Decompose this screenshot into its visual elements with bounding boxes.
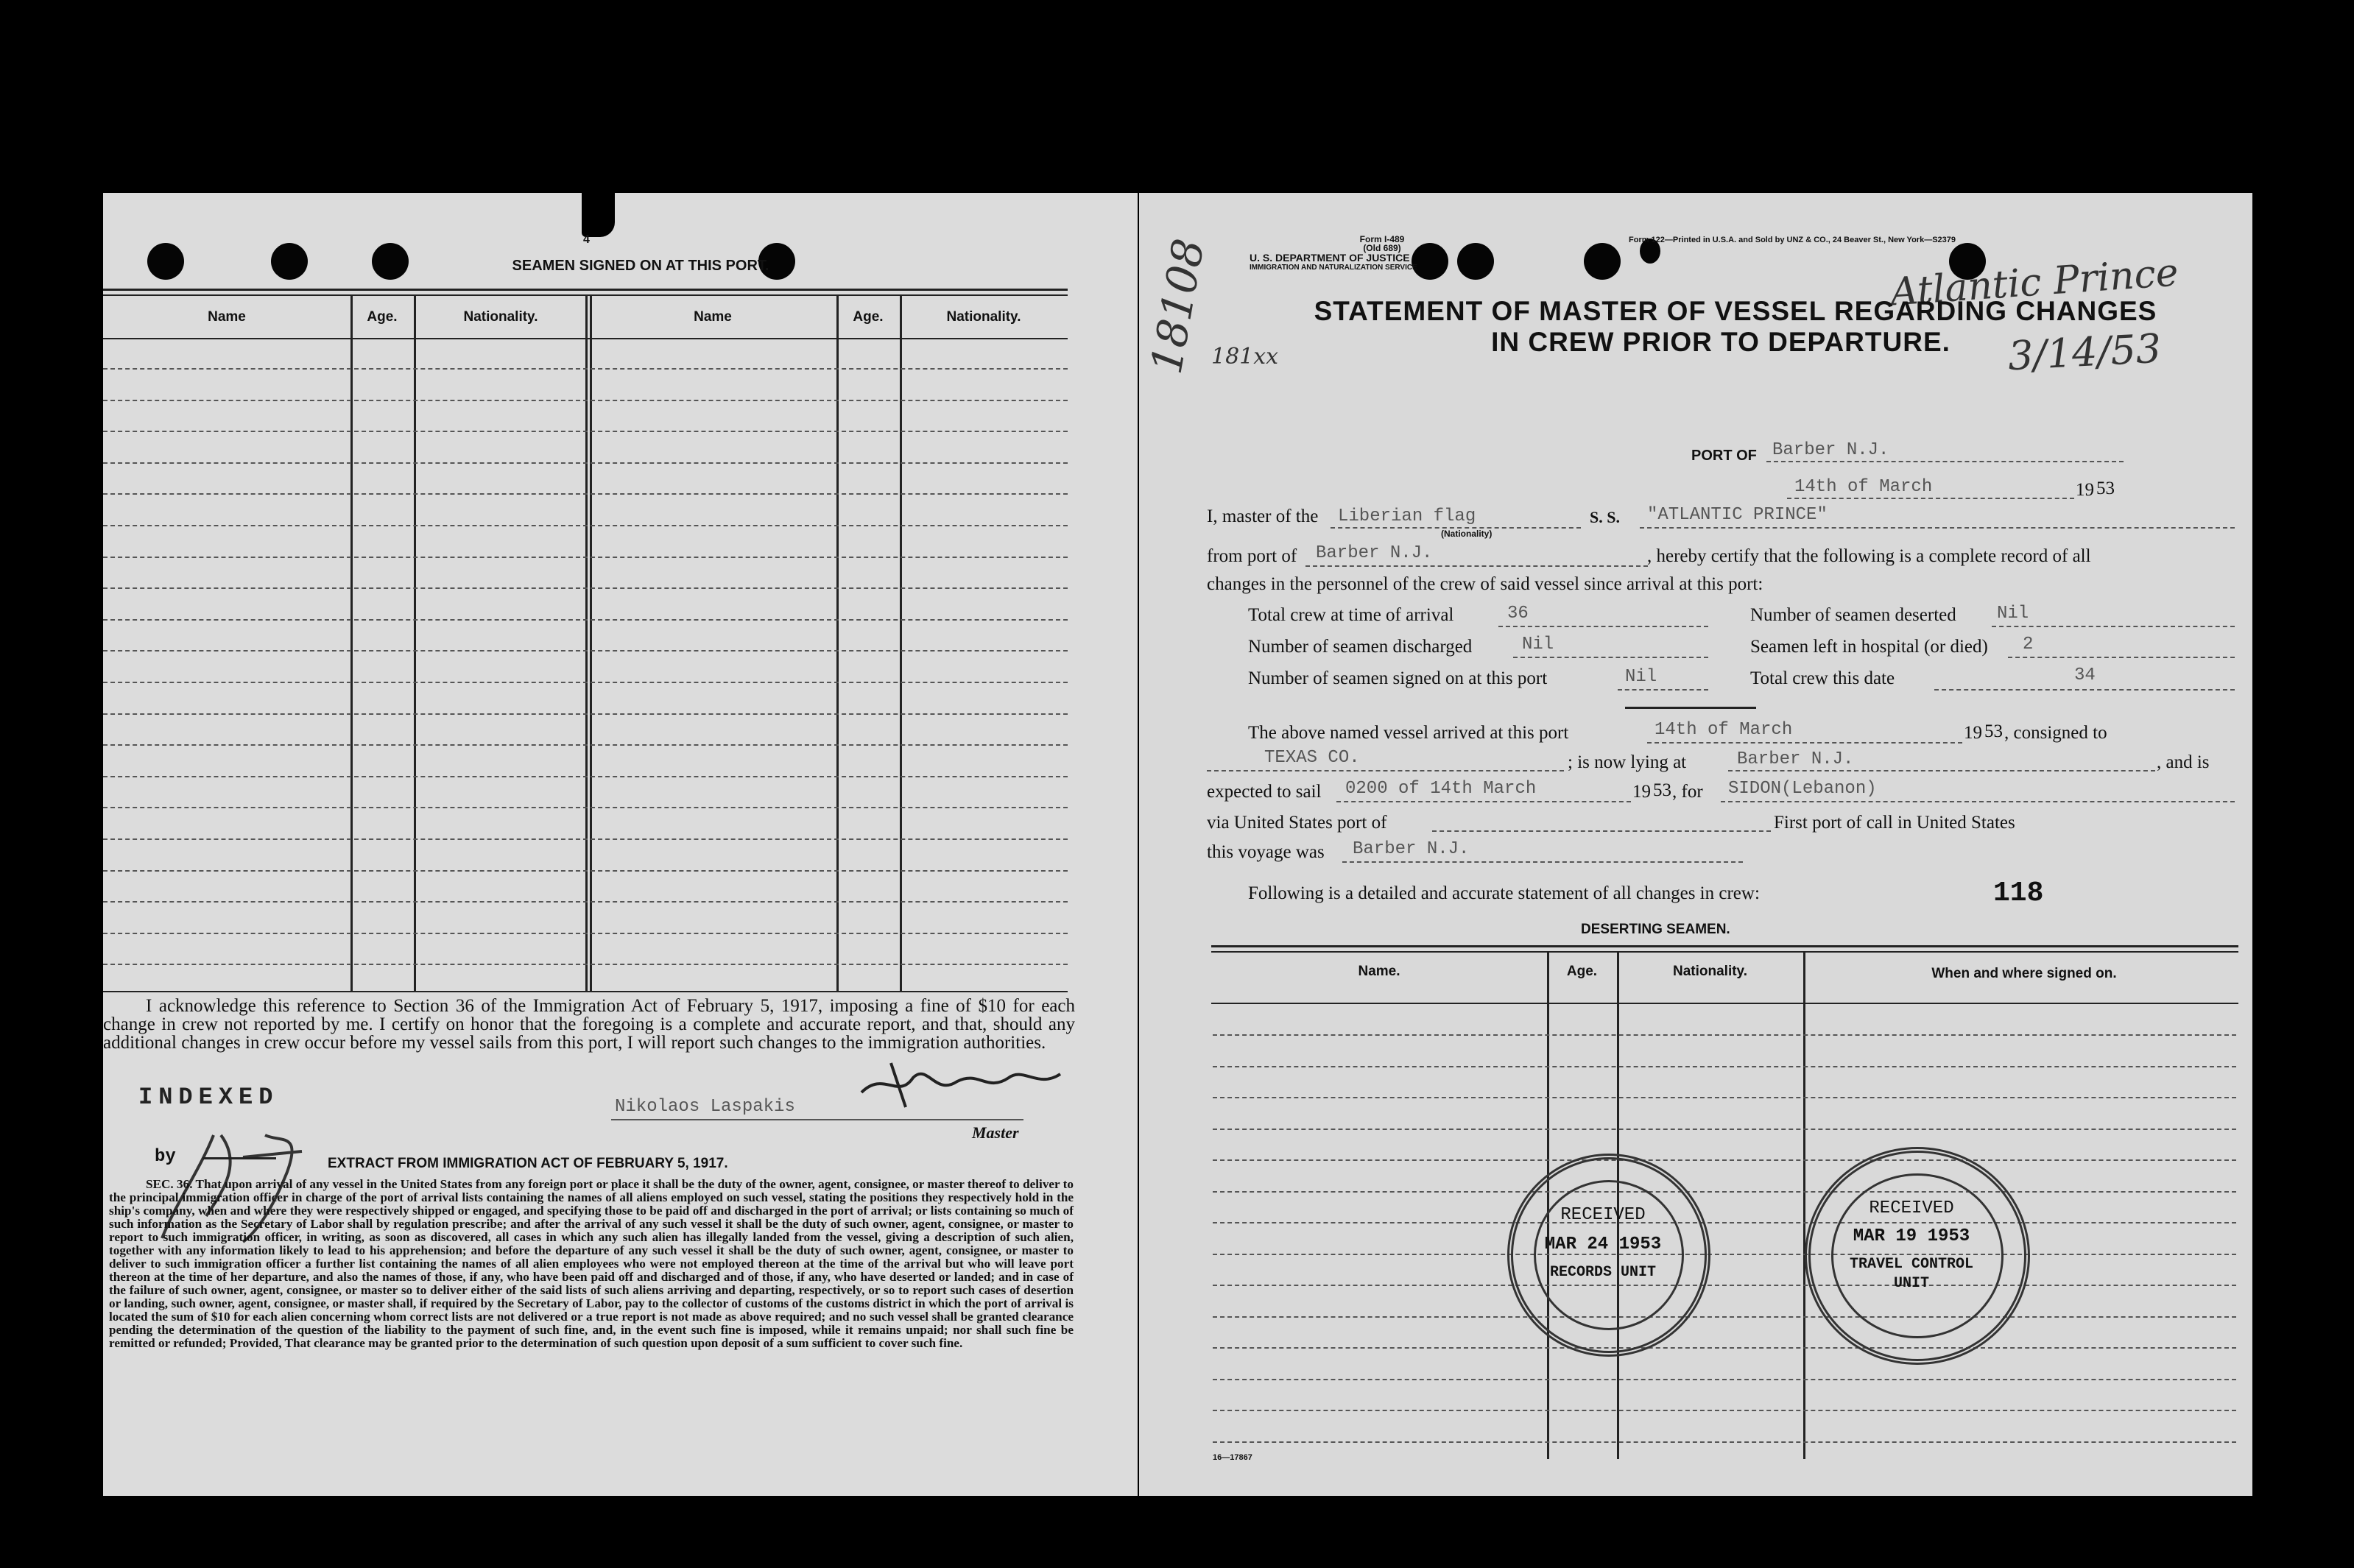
voyage-label: this voyage was [1207, 842, 1325, 862]
form-number: Form I-489 [1359, 234, 1405, 244]
extract-text: SEC. 36. That upon arrival of any vessel in the United States from any foreign port or place it shall be the duty of the owner, agent, consignee, or master thereof to deliver to the principal immigration officer in charge of the port of arrival lists containing the names of all aliens employed on such vessel, stating the positions they respectively hold in the ship's company, when and where they were respectively shipped or engaged, and specifying those to be paid off and discharged in the port of arrival; or lists containing so much of such information as the Secretary of Labor shall by regulation prescribe; and after the arrival of any such vessel it shall be the duty of such owner, agent, consignee, or master to report to such immigration officer, in writing, as soon as discovered, all cases in which any such alien has illegally landed from the vessel, giving a description of such alien, together with any information likely to lead to his apprehension; and before the departure of any such vessel it shall be the duty of such owner, agent, consignee, or master to deliver to such immigration officer a further list containing the names of all alien employees who were not employed thereon at the time of the arrival but who will leave port thereon at the time of her departure, and also the names of those, if any, who have been paid off and discharged and of those, if any, who have deserted or landed; and in case of the failure of such owner, agent, consignee, or master so to deliver either of the said lists of such aliens arriving and departing, respectively, or so to report such cases of desertion or landing, such owner, agent, consignee, or master shall, if required by the Secretary of Labor, pay to the collector of customs of the customs district in which the port of arrival is located the sum of $10 for each alien concerning whom correct lists are not delivered or a true report is not made as above required; and no such vessel shall be granted clearance pending the determination of the question of the liability to the payment of such fine, and, in the event such fine is imposed, while it remains unpaid; nor shall such fine be remitted or refunded; Provided, That clearance may be granted prior to the determination of such question upon deposit of a sum sufficient to cover such fine. [109, 1177, 1074, 1350]
table-row-line [1213, 1191, 2236, 1193]
punch-hole [1457, 243, 1494, 280]
table-row-line [103, 838, 1068, 840]
indexed-by-line [202, 1157, 276, 1159]
table-row-line [103, 525, 1068, 526]
table-row-line [1213, 1254, 2236, 1255]
table-header-rule [1211, 1003, 2238, 1004]
total-crew-arrival-line [1498, 626, 1708, 627]
table-row-line [1213, 1410, 2236, 1411]
consignee-line [1207, 770, 1564, 771]
table-row-line [1213, 1159, 2236, 1161]
table-row-line [103, 807, 1068, 808]
received-stamp-travel-control [1805, 1147, 2030, 1365]
col-header-age: Age. [1566, 964, 1598, 979]
table-row-line [1213, 1097, 2236, 1098]
total-crew-arrival-label: Total crew at time of arrival [1248, 605, 1454, 625]
lying-at-line [1728, 770, 2155, 771]
table-row-line [103, 870, 1068, 872]
and-is-label: , and is [2157, 752, 2210, 772]
table-row-line [103, 964, 1068, 965]
punch-hole [1584, 243, 1621, 280]
col-header-name: Name. [1358, 964, 1400, 979]
table-row-line [103, 557, 1068, 558]
form-title-line-2: IN CREW PRIOR TO DEPARTURE. [1491, 327, 1950, 357]
first-port-label: First port of call in United States [1774, 813, 2015, 833]
arrived-date-value: 14th of March [1655, 720, 1793, 740]
table-row-line [1213, 1034, 2236, 1036]
form-old-number: (Old 689) [1363, 243, 1401, 253]
extract-title: EXTRACT FROM IMMIGRATION ACT OF FEBRUARY 5, 1917. [328, 1156, 728, 1171]
indexed-stamp: INDEXED [138, 1084, 279, 1111]
form-title-line-1: STATEMENT OF MASTER OF VESSEL REGARDING CHANGES [1314, 296, 2157, 326]
stamp-unit: RECORDS UNIT [1549, 1264, 1657, 1281]
received-stamp-records [1507, 1154, 1710, 1357]
stamp-date: MAR 19 1953 [1853, 1226, 1970, 1246]
deserted-value: Nil [1997, 604, 2029, 624]
handwritten-vessel-name: Atlantic Prince [1889, 250, 2180, 315]
stamp-unit: TRAVEL CONTROL [1849, 1256, 1974, 1273]
port-of-label: PORT OF [1691, 448, 1757, 464]
signed-on-value: Nil [1625, 667, 1657, 687]
left-page [103, 193, 1138, 1496]
voyage-line [1342, 861, 1743, 863]
via-line [1432, 830, 1771, 832]
deserted-line [1992, 626, 2235, 627]
consignee-value: TEXAS CO. [1264, 748, 1360, 768]
table-row-line [1213, 1066, 2236, 1067]
col-header-age: Age. [367, 309, 398, 325]
year-prefix: 19 [2076, 480, 2094, 500]
col-header-when-where: When and where signed on. [1931, 966, 2117, 981]
expected-year: 53 [1653, 780, 1671, 800]
discharged-value: Nil [1522, 635, 1554, 654]
hospital-label: Seamen left in hospital (or died) [1750, 637, 1988, 657]
stamp-received: RECEIVED [1560, 1205, 1646, 1225]
page-heading: SEAMEN SIGNED ON AT THIS PORT. [512, 258, 769, 274]
handwritten-small-note: 181xx [1211, 344, 1279, 370]
arrived-year: 53 [1984, 721, 2003, 741]
arrived-label: The above named vessel arrived at this port [1248, 723, 1569, 743]
for-label: , for [1672, 782, 1703, 802]
master-of-label: I, master of the [1207, 506, 1319, 526]
department-name: U. S. DEPARTMENT OF JUSTICE [1250, 252, 1410, 264]
right-page [1139, 193, 2252, 1496]
table-row-line [1213, 1129, 2236, 1130]
from-port-line [1305, 565, 1648, 567]
from-port-label: from port of [1207, 546, 1297, 566]
stamp-inner-ring [1534, 1180, 1684, 1330]
vessel-name: "ATLANTIC PRINCE" [1647, 505, 1828, 525]
nationality-value: Liberian flag [1338, 506, 1476, 526]
table-row-line [103, 431, 1068, 432]
date-line [1787, 498, 2074, 499]
service-name: IMMIGRATION AND NATURALIZATION SERVICE [1250, 264, 1417, 272]
table-row-line [103, 933, 1068, 934]
printer-note: Form 122—Printed in U.S.A. and Sold by UNZ & CO., 24 Beaver St., New York—S2379 [1629, 236, 1956, 244]
master-typed-name: Nikolaos Laspakis [615, 1097, 795, 1117]
handwritten-file-number: 18108 [1141, 235, 1214, 378]
lying-at-label: ; is now lying at [1568, 752, 1687, 772]
table-row-line [103, 462, 1068, 464]
col-header-name: Name [694, 309, 732, 325]
signed-on-line [1618, 689, 1708, 691]
table-top-rule [1211, 951, 2238, 953]
expected-value: 0200 of 14th March [1345, 779, 1537, 799]
from-port-value: Barber N.J. [1316, 543, 1433, 563]
table-top-rule [1211, 945, 2238, 947]
table-row-line [103, 587, 1068, 589]
page-number: 4 [583, 233, 590, 246]
hospital-line [2008, 657, 2235, 658]
table-row-line [103, 493, 1068, 495]
destination-line [1721, 801, 2235, 802]
footer-code: 16—17867 [1213, 1453, 1252, 1462]
certify-text: , hereby certify that the following is a complete record of all [1647, 546, 2091, 566]
deserted-label: Number of seamen deserted [1750, 605, 1956, 625]
table-row-line [103, 650, 1068, 651]
lying-at-value: Barber N.J. [1737, 749, 1854, 769]
column-divider [1803, 951, 1805, 1459]
stamp-date: MAR 24 1953 [1544, 1235, 1662, 1254]
table-row-line [1213, 1222, 2236, 1223]
port-of-value: Barber N.J. [1772, 440, 1889, 460]
nationality-caption: (Nationality) [1441, 529, 1493, 539]
total-crew-date-value: 34 [2074, 665, 2096, 685]
destination-value: SIDON(Lebanon) [1728, 779, 1877, 799]
stamp-received: RECEIVED [1869, 1198, 1954, 1218]
total-crew-date-line [1934, 689, 2235, 691]
acknowledgement-text: I acknowledge this reference to Section 36 of the Immigration Act of February 5, 1917, imposing a fine of $10 for each change in crew not reported by me. I certify on honor that the foregoing is a complete and accurate report, and that, should any additional changes in crew occur before my vessel sails from this port, I will report such changes to the immigration authorities. [103, 996, 1075, 1053]
table-row-line [1213, 1347, 2236, 1349]
arrived-year-prefix: 19 [1964, 723, 1982, 743]
col-header-age: Age. [853, 309, 884, 325]
col-header-name: Name [208, 309, 246, 325]
vessel-line [1640, 527, 2235, 529]
table-row-line [103, 713, 1068, 715]
handwritten-date: 3/14/53 [2006, 325, 2163, 380]
torn-corner [582, 193, 615, 237]
total-crew-date-label: Total crew this date [1750, 668, 1895, 688]
via-label: via United States port of [1207, 813, 1387, 833]
ss-label: S. S. [1590, 508, 1620, 526]
table-row-line [1213, 1379, 2236, 1380]
master-signature-line [611, 1119, 1023, 1120]
table-row-line [1213, 1441, 2236, 1443]
table-row-line [103, 901, 1068, 903]
voyage-value: Barber N.J. [1353, 839, 1470, 859]
table-row-line [103, 682, 1068, 683]
expected-label: expected to sail [1207, 782, 1322, 802]
master-signature [854, 1056, 1075, 1115]
stamp-number: 118 [1993, 877, 2044, 909]
year-value: 53 [2096, 478, 2115, 498]
table-row-line [103, 368, 1068, 370]
table-row-line [103, 619, 1068, 621]
table-row-line [103, 400, 1068, 401]
col-header-nationality: Nationality. [1673, 964, 1747, 979]
consigned-label: , consigned to [2004, 723, 2107, 743]
col-header-nationality: Nationality. [946, 309, 1021, 325]
table-row-line [1213, 1285, 2236, 1286]
stamp-unit: UNIT [1893, 1275, 1929, 1292]
arrived-date-line [1647, 742, 1962, 744]
date-value: 14th of March [1794, 477, 1933, 497]
table-row-line [1213, 1316, 2236, 1318]
col-header-nationality: Nationality. [463, 309, 538, 325]
master-label: Master [972, 1123, 1019, 1142]
hospital-value: 2 [2023, 635, 2034, 654]
deserting-heading: DESERTING SEAMEN. [1581, 922, 1730, 937]
port-of-line [1766, 461, 2124, 462]
discharged-line [1513, 657, 1708, 658]
total-crew-arrival-value: 36 [1507, 604, 1529, 624]
expected-line [1336, 801, 1631, 802]
signed-on-label: Number of seamen signed on at this port [1248, 668, 1548, 688]
following-label: Following is a detailed and accurate statement of all changes in crew: [1248, 883, 1760, 903]
expected-year-prefix: 19 [1632, 782, 1651, 802]
table-row-line [103, 744, 1068, 746]
changes-text: changes in the personnel of the crew of said vessel since arrival at this port: [1207, 574, 1763, 594]
indexed-by-label: by [155, 1147, 176, 1167]
table-row-line [103, 776, 1068, 777]
discharged-label: Number of seamen discharged [1248, 637, 1473, 657]
table-top-rule [103, 289, 1068, 291]
signed-on-underline [1625, 707, 1756, 709]
